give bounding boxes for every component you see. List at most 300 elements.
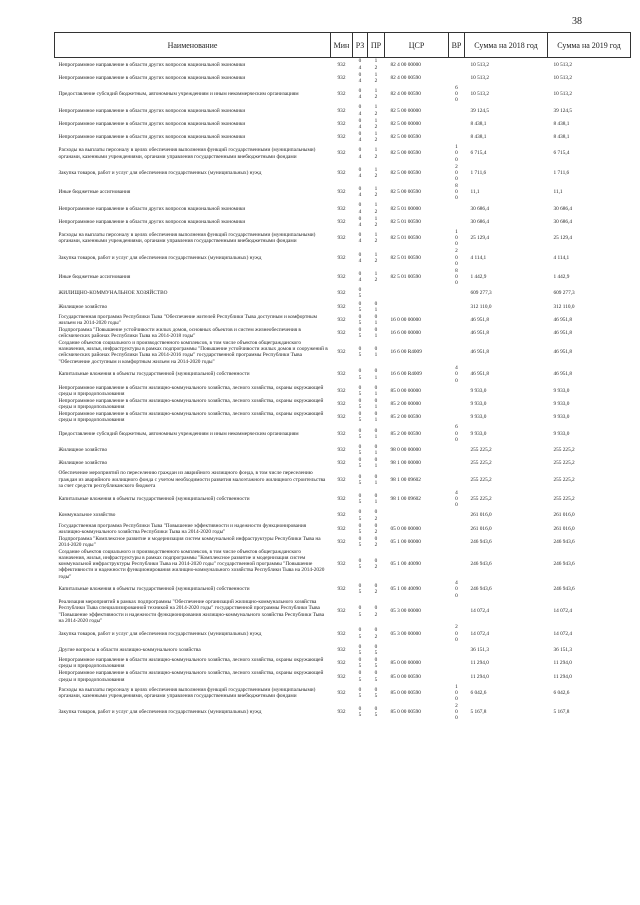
row-rz: 0 4 bbox=[358, 131, 362, 144]
table-row bbox=[55, 535, 631, 548]
row-sum-2018: 9 933,0 bbox=[470, 387, 487, 394]
row-sum-2019: 246 943,6 bbox=[553, 539, 575, 545]
row-min: 932 bbox=[337, 539, 346, 545]
row-sum-2019: 25 129,4 bbox=[553, 235, 573, 242]
row-pr: 1 2 bbox=[374, 215, 378, 228]
row-min: 932 bbox=[337, 496, 346, 503]
row-name: Непрограммное направление в области других вопросов национальной экономики bbox=[58, 218, 246, 225]
row-name: Жилищное хозяйство bbox=[58, 460, 108, 467]
row-min: 932 bbox=[337, 218, 346, 225]
row-sum-2019: 261 016,0 bbox=[553, 525, 575, 532]
row-sum-2018: 11 294,0 bbox=[470, 673, 489, 680]
row-csr: 05 1 00 40090 bbox=[390, 586, 421, 593]
row-rz: 0 5 bbox=[358, 427, 362, 440]
row-pr: 0 2 bbox=[374, 535, 378, 549]
row-sum-2018: 10 513,2 bbox=[470, 74, 490, 81]
row-sum-2019: 39 124,5 bbox=[553, 107, 573, 114]
table-row bbox=[55, 443, 631, 456]
budget-table bbox=[54, 32, 631, 722]
row-vr: 4 0 0 bbox=[455, 580, 458, 599]
row-rz: 0 5 bbox=[358, 522, 362, 535]
row-vr bbox=[449, 287, 465, 300]
row-name: Подпрограмма "Повышение устойчивости жилых домов, основных объектов и систем жизнеобеспечения в сейсмических районах Республики Тыва на 2014-2018 годы" bbox=[58, 327, 301, 340]
row-sum-2019: 255 225,2 bbox=[553, 496, 575, 503]
row-pr: 0 1 bbox=[374, 368, 378, 381]
row-vr: 1 0 0 bbox=[455, 683, 458, 703]
row-vr bbox=[449, 313, 465, 326]
row-name: Непрограммное направление в области жилищно-коммунального хозяйства, лесного хозяйства, охраны окружающей среды и природопользования bbox=[58, 657, 324, 670]
row-csr bbox=[385, 300, 449, 313]
row-vr bbox=[449, 599, 465, 624]
row-csr: 82 5 01 00590 bbox=[390, 218, 421, 225]
row-sum-2019: 46 951,8 bbox=[553, 330, 573, 337]
row-rz: 0 5 bbox=[358, 411, 362, 424]
table-row bbox=[55, 522, 631, 535]
row-name: Расходы на выплаты персоналу в целях обеспечения выполнения функций государственными (муниципальными) органами, казенными учреждениями, органами управления государственными внебюджетными фондами bbox=[58, 232, 316, 245]
row-rz: 0 5 bbox=[358, 327, 362, 340]
row-min: 932 bbox=[337, 74, 346, 81]
row-sum-2018: 261 016,0 bbox=[470, 525, 492, 532]
row-name: Создание объектов социального и производственного комплексов, в том числе объектов общегражданского назначения, жилья, инфраструктуры в рамках подпрограммы "Повышение устойчивости жилых домов и сооружений в сейсмических районах Республики Тыва на 2014-2016 годы" государственной программы Республики Тыва "Обеспечение доступным и комфортным жильем на 2014-2020 годы" bbox=[58, 340, 328, 365]
row-csr: 98 1 00 09602 bbox=[390, 496, 421, 503]
table-row bbox=[55, 624, 631, 643]
row-csr bbox=[385, 509, 449, 522]
row-sum-2018: 8 438,1 bbox=[470, 134, 487, 141]
row-pr: 0 5 bbox=[374, 670, 378, 683]
row-rz: 0 5 bbox=[358, 535, 362, 549]
row-rz: 0 5 bbox=[358, 643, 362, 656]
row-rz: 0 4 bbox=[358, 71, 362, 84]
row-sum-2019: 246 943,6 bbox=[553, 586, 575, 593]
row-min: 932 bbox=[337, 349, 346, 356]
row-rz: 0 4 bbox=[358, 202, 362, 215]
row-min: 932 bbox=[337, 512, 346, 519]
row-min: 932 bbox=[337, 91, 346, 98]
row-min: 932 bbox=[337, 561, 346, 568]
row-rz: 0 5 bbox=[358, 384, 362, 397]
row-sum-2019: 30 686,4 bbox=[553, 205, 573, 212]
table-row bbox=[55, 703, 631, 722]
row-sum-2018: 246 943,6 bbox=[470, 561, 492, 568]
row-rz: 0 5 bbox=[358, 492, 362, 506]
row-sum-2019: 9 933,0 bbox=[553, 414, 570, 421]
row-vr bbox=[449, 215, 465, 228]
header-pr: ПР bbox=[368, 33, 385, 58]
row-min: 932 bbox=[337, 61, 346, 68]
row-csr: 85 0 00 00590 bbox=[390, 673, 421, 680]
row-pr: 1 2 bbox=[374, 88, 378, 101]
row-sum-2018: 11 294,0 bbox=[470, 660, 489, 667]
row-csr: 82 4 00 00590 bbox=[390, 74, 421, 81]
row-sum-2019: 1 442,9 bbox=[553, 274, 570, 281]
header-sum-2018: Сумма на 2018 год bbox=[465, 33, 548, 58]
row-pr: 0 1 bbox=[374, 327, 378, 340]
row-name: Иные бюджетные ассигнования bbox=[58, 274, 131, 281]
row-name: Жилищное хозяйство bbox=[58, 447, 108, 454]
header-vr: ВР bbox=[449, 33, 465, 58]
table-row bbox=[55, 424, 631, 443]
row-sum-2018: 261 016,0 bbox=[470, 512, 492, 519]
row-vr bbox=[449, 202, 465, 215]
row-min: 932 bbox=[337, 274, 346, 281]
row-sum-2019: 4 114,1 bbox=[553, 254, 570, 261]
row-sum-2019: 14 072,4 bbox=[553, 630, 573, 637]
row-min: 932 bbox=[337, 525, 346, 532]
row-pr: 1 2 bbox=[374, 202, 378, 215]
row-name: Непрограммное направление в области других вопросов национальной экономики bbox=[58, 205, 246, 212]
row-name: Закупка товаров, работ и услуг для обеспечения государственных (муниципальных) нужд bbox=[58, 630, 262, 637]
row-sum-2018: 10 513,2 bbox=[470, 91, 490, 98]
row-vr bbox=[449, 71, 465, 84]
row-sum-2019: 8 438,1 bbox=[553, 134, 570, 141]
row-pr bbox=[368, 287, 385, 300]
row-rz: 0 5 bbox=[358, 558, 362, 571]
row-name: Иные бюджетные ассигнования bbox=[58, 189, 131, 196]
row-sum-2018: 30 686,4 bbox=[470, 218, 490, 225]
table-row bbox=[55, 509, 631, 522]
table-row bbox=[55, 71, 631, 84]
row-sum-2019: 5 167,8 bbox=[553, 709, 570, 716]
row-sum-2018: 246 943,6 bbox=[470, 539, 492, 545]
row-min: 932 bbox=[337, 660, 346, 667]
row-min: 932 bbox=[337, 330, 346, 337]
budget-table-container bbox=[54, 32, 630, 722]
row-rz: 0 5 bbox=[358, 706, 362, 719]
row-pr: 0 5 bbox=[374, 643, 378, 656]
row-vr bbox=[449, 522, 465, 535]
row-vr bbox=[449, 327, 465, 340]
row-name: Капитальные вложения в объекты государственной (муниципальной) собственности bbox=[58, 586, 250, 593]
table-row bbox=[55, 117, 631, 130]
row-sum-2019: 261 016,0 bbox=[553, 512, 575, 519]
row-pr: 0 2 bbox=[374, 583, 378, 596]
row-rz: 0 4 bbox=[358, 186, 362, 199]
row-rz: 0 5 bbox=[358, 583, 362, 596]
row-rz: 0 5 bbox=[358, 368, 362, 381]
row-vr bbox=[449, 117, 465, 130]
row-pr: 0 1 bbox=[374, 473, 378, 486]
row-vr bbox=[449, 443, 465, 456]
table-row bbox=[55, 163, 631, 182]
row-pr: 0 1 bbox=[374, 384, 378, 397]
row-sum-2018: 46 951,8 bbox=[470, 316, 490, 323]
row-sum-2019: 255 225,2 bbox=[553, 447, 575, 454]
table-row bbox=[55, 131, 631, 144]
row-csr: 85 0 00 00590 bbox=[390, 689, 421, 696]
row-pr: 0 1 bbox=[374, 427, 378, 440]
row-pr: 1 2 bbox=[374, 104, 378, 117]
row-pr: 0 1 bbox=[374, 313, 378, 327]
table-row bbox=[55, 340, 631, 365]
row-name: Жилищное хозяйство bbox=[58, 303, 108, 310]
row-sum-2019: 312 110,0 bbox=[553, 303, 575, 310]
row-vr bbox=[449, 535, 465, 548]
row-sum-2018: 46 951,8 bbox=[470, 371, 490, 378]
table-row bbox=[55, 202, 631, 215]
row-csr: 82 5 01 00590 bbox=[390, 254, 421, 261]
table-row bbox=[55, 549, 631, 580]
row-min: 932 bbox=[337, 290, 346, 297]
row-csr: 82 5 01 00000 bbox=[390, 205, 421, 212]
table-row bbox=[55, 183, 631, 202]
row-sum-2019: 36 151,3 bbox=[553, 646, 573, 653]
row-rz: 0 5 bbox=[358, 397, 362, 411]
row-sum-2019: 609 277,3 bbox=[553, 290, 575, 297]
row-csr: 82 5 00 00590 bbox=[390, 189, 421, 196]
row-csr: 05 3 00 00000 bbox=[390, 608, 421, 615]
row-sum-2018: 255 225,2 bbox=[470, 460, 492, 467]
row-sum-2019: 46 951,8 bbox=[553, 371, 573, 378]
row-csr: 85 0 00 00000 bbox=[390, 660, 421, 667]
row-sum-2018: 39 124,5 bbox=[470, 107, 490, 114]
row-sum-2018: 6 715,4 bbox=[470, 150, 487, 157]
row-pr: 1 2 bbox=[374, 270, 378, 284]
row-pr: 0 1 bbox=[374, 457, 378, 470]
row-rz: 0 5 bbox=[358, 346, 362, 359]
table-row bbox=[55, 398, 631, 411]
row-name: Капитальные вложения в объекты государственной (муниципальной) собственности bbox=[58, 496, 250, 503]
row-vr: 2 0 0 bbox=[455, 624, 458, 643]
row-sum-2019: 11 294,0 bbox=[553, 660, 572, 667]
row-name: Непрограммное направление в области других вопросов национальной экономики bbox=[58, 74, 246, 81]
row-csr: 85 2 00 00000 bbox=[390, 401, 421, 408]
row-min: 932 bbox=[337, 150, 346, 157]
header-sum-2019: Сумма на 2019 год bbox=[548, 33, 631, 58]
table-row bbox=[55, 384, 631, 397]
table-row bbox=[55, 144, 631, 163]
row-name: Реализация мероприятий в рамках подпрограммы "Обеспечение организаций жилищно-коммунального хозяйства Республики Тыва специализированной техникой на 2014-2020 годы" государственной программы Республики Тыва "Повышение эффективности и надежности функционирования жилищно-коммунального хозяйства Республики Тыва на 2014-2020 годы" bbox=[58, 599, 325, 624]
row-name: ЖИЛИЩНО-КОММУНАЛЬНОЕ ХОЗЯЙСТВО bbox=[58, 290, 168, 297]
row-rz: 0 5 bbox=[358, 686, 362, 699]
row-rz: 0 4 bbox=[358, 232, 362, 245]
row-rz: 0 4 bbox=[358, 251, 362, 264]
row-name: Другие вопросы в области жилищно-коммунального хозяйства bbox=[58, 646, 201, 653]
row-min: 932 bbox=[337, 630, 346, 637]
row-vr: 8 0 0 bbox=[455, 183, 458, 202]
row-vr: 4 0 0 bbox=[455, 489, 458, 509]
row-pr: 1 2 bbox=[374, 251, 378, 264]
row-sum-2019: 10 513,2 bbox=[553, 91, 573, 98]
row-vr bbox=[449, 670, 465, 683]
row-sum-2019: 255 225,2 bbox=[553, 476, 575, 483]
row-pr: 0 2 bbox=[374, 509, 378, 522]
table-row bbox=[55, 267, 631, 286]
row-csr: 82 5 00 00000 bbox=[390, 120, 421, 127]
row-csr: 05 1 00 00000 bbox=[390, 539, 421, 545]
row-min: 932 bbox=[337, 646, 346, 653]
row-rz: 0 5 bbox=[358, 473, 362, 486]
row-vr: 8 0 0 bbox=[455, 267, 458, 287]
row-csr: 05 1 00 40090 bbox=[390, 561, 421, 568]
row-min: 932 bbox=[337, 401, 346, 408]
row-rz: 0 5 bbox=[358, 670, 362, 683]
row-pr: 0 2 bbox=[374, 558, 378, 571]
table-row bbox=[55, 489, 631, 508]
row-rz: 0 5 bbox=[358, 287, 362, 300]
table-row bbox=[55, 657, 631, 670]
row-min: 932 bbox=[337, 460, 346, 467]
row-sum-2018: 25 129,4 bbox=[470, 235, 490, 242]
row-vr: 2 0 0 bbox=[455, 163, 458, 183]
row-sum-2019: 9 933,0 bbox=[553, 401, 570, 408]
row-name: Закупка товаров, работ и услуг для обеспечения государственных (муниципальных) нужд bbox=[58, 169, 262, 176]
row-sum-2019: 46 951,8 bbox=[553, 316, 573, 323]
table-row bbox=[55, 287, 631, 300]
table-header-row bbox=[55, 33, 631, 58]
row-pr: 1 2 bbox=[374, 117, 378, 130]
row-pr: 1 2 bbox=[374, 58, 378, 71]
table-row bbox=[55, 365, 631, 384]
row-name: Непрограммное направление в области жилищно-коммунального хозяйства, лесного хозяйства, охраны окружающей среды и природопользования bbox=[58, 384, 324, 397]
row-sum-2019: 9 933,0 bbox=[553, 387, 570, 394]
row-pr: 0 2 bbox=[374, 522, 378, 535]
row-pr: 0 2 bbox=[374, 627, 378, 640]
row-csr: 82 4 00 00590 bbox=[390, 91, 421, 98]
row-rz: 0 5 bbox=[358, 300, 362, 313]
row-name: Расходы на выплаты персоналу в целях обеспечения выполнения функций государственными (муниципальными) органами, казенными учреждениями, органами управления государственными внебюджетными фондами bbox=[58, 686, 316, 699]
row-name: Расходы на выплаты персоналу в целях обеспечения выполнения функций государственными (муниципальными) органами, казенными учреждениями, органами управления государственными внебюджетными фондами bbox=[58, 147, 316, 160]
row-pr: 1 2 bbox=[374, 147, 378, 160]
row-name: Непрограммное направление в области жилищно-коммунального хозяйства, лесного хозяйства, охраны окружающей среды и природопользования bbox=[58, 411, 324, 424]
row-pr: 1 2 bbox=[374, 232, 378, 245]
row-sum-2018: 14 072,4 bbox=[470, 630, 490, 637]
row-sum-2019: 8 438,1 bbox=[553, 120, 570, 127]
row-pr: 1 2 bbox=[374, 186, 378, 199]
row-pr: 0 1 bbox=[374, 443, 378, 457]
row-csr: 82 4 00 00000 bbox=[390, 61, 421, 68]
table-row bbox=[55, 683, 631, 702]
row-sum-2018: 36 151,3 bbox=[470, 646, 490, 653]
row-pr: 0 1 bbox=[374, 397, 378, 411]
row-min: 932 bbox=[337, 371, 346, 378]
row-sum-2018: 5 167,8 bbox=[470, 709, 487, 716]
row-csr: 82 5 00 00590 bbox=[390, 169, 421, 176]
row-vr bbox=[449, 131, 465, 144]
row-sum-2019: 10 513,2 bbox=[553, 74, 573, 81]
header-csr: ЦСР bbox=[385, 33, 449, 58]
row-csr bbox=[385, 287, 449, 300]
header-min: Мин bbox=[331, 33, 353, 58]
row-sum-2019: 10 513,2 bbox=[553, 61, 573, 68]
row-sum-2019: 1 711,6 bbox=[553, 169, 570, 176]
row-pr: 0 1 bbox=[374, 346, 378, 359]
row-min: 932 bbox=[337, 476, 346, 483]
row-rz: 0 4 bbox=[358, 88, 362, 101]
row-csr: 16 6 00 R4009 bbox=[390, 371, 422, 378]
table-row bbox=[55, 58, 631, 72]
row-vr: 6 0 0 bbox=[455, 84, 458, 104]
row-rz: 0 5 bbox=[358, 457, 362, 470]
row-csr: 98 1 00 00000 bbox=[390, 460, 421, 467]
row-rz: 0 5 bbox=[358, 657, 362, 670]
row-pr: 0 1 bbox=[374, 300, 378, 313]
row-rz: 0 4 bbox=[358, 166, 362, 179]
row-vr bbox=[449, 384, 465, 397]
row-min: 932 bbox=[337, 447, 346, 454]
row-csr: 85 0 00 00000 bbox=[390, 387, 421, 394]
row-sum-2018: 9 933,0 bbox=[470, 414, 487, 421]
table-row bbox=[55, 457, 631, 470]
row-pr: 0 5 bbox=[374, 657, 378, 670]
header-name: Наименование bbox=[55, 33, 331, 58]
row-rz: 0 5 bbox=[358, 627, 362, 640]
row-sum-2018: 255 225,2 bbox=[470, 496, 492, 503]
row-vr: 1 0 0 bbox=[455, 144, 458, 163]
row-min: 932 bbox=[337, 107, 346, 114]
row-vr: 6 0 0 bbox=[455, 424, 458, 443]
row-min: 932 bbox=[337, 134, 346, 141]
row-name: Непрограммное направление в области жилищно-коммунального хозяйства, лесного хозяйства, охраны окружающей среды и природопользования bbox=[58, 670, 324, 683]
row-vr bbox=[449, 340, 465, 365]
table-row bbox=[55, 229, 631, 248]
row-name: Непрограммное направление в области других вопросов национальной экономики bbox=[58, 134, 246, 141]
row-sum-2018: 6 042,6 bbox=[470, 689, 487, 696]
row-vr bbox=[449, 457, 465, 470]
row-sum-2018: 10 513,2 bbox=[470, 61, 490, 68]
row-min: 932 bbox=[337, 254, 346, 261]
row-sum-2018: 14 072,4 bbox=[470, 608, 490, 615]
row-sum-2018: 46 951,8 bbox=[470, 349, 490, 356]
row-sum-2019: 6 042,6 bbox=[553, 689, 570, 696]
row-min: 932 bbox=[337, 430, 346, 437]
row-vr bbox=[449, 657, 465, 670]
row-csr: 85 2 00 00590 bbox=[390, 414, 421, 421]
row-sum-2018: 1 711,6 bbox=[470, 169, 487, 176]
row-min: 932 bbox=[337, 189, 346, 196]
table-row bbox=[55, 670, 631, 683]
row-sum-2018: 9 933,0 bbox=[470, 401, 487, 408]
row-sum-2018: 8 438,1 bbox=[470, 120, 487, 127]
row-min: 932 bbox=[337, 316, 346, 323]
row-sum-2018: 4 114,1 bbox=[470, 254, 487, 261]
row-name: Подпрограмма "Комплексное развитие и модернизация систем коммунальной инфраструктуры Республики Тыва на 2014-2020 годы" bbox=[58, 535, 321, 549]
row-min: 932 bbox=[337, 169, 346, 176]
row-sum-2018: 9 933,0 bbox=[470, 430, 487, 437]
row-pr: 0 1 bbox=[374, 411, 378, 424]
row-csr: 05 0 00 00000 bbox=[390, 525, 421, 532]
row-sum-2019: 46 951,8 bbox=[553, 349, 573, 356]
row-name: Капитальные вложения в объекты государственной (муниципальной) собственности bbox=[58, 371, 250, 378]
row-name: Предоставление субсидий бюджетным, автономным учреждениям и иным некоммерческим организациям bbox=[58, 430, 299, 437]
row-name: Предоставление субсидий бюджетным, автономным учреждениям и иным некоммерческим организациям bbox=[58, 91, 299, 98]
table-row bbox=[55, 104, 631, 117]
table-row bbox=[55, 85, 631, 104]
row-vr bbox=[449, 104, 465, 117]
row-rz: 0 4 bbox=[358, 215, 362, 228]
row-vr bbox=[449, 411, 465, 424]
row-sum-2018: 255 225,2 bbox=[470, 447, 492, 454]
table-row bbox=[55, 300, 631, 313]
row-pr: 1 2 bbox=[374, 166, 378, 179]
row-sum-2019: 11,1 bbox=[553, 189, 563, 196]
row-sum-2018: 255 225,2 bbox=[470, 476, 492, 483]
row-name: Непрограммное направление в области других вопросов национальной экономики bbox=[58, 61, 246, 68]
row-vr: 2 0 0 bbox=[455, 703, 458, 722]
row-csr: 82 5 01 00590 bbox=[390, 235, 421, 242]
row-name: Государственная программа Республики Тыва "Обеспечение жителей Республики Тыва доступным и комфортным жильем на 2014-2020 годы" bbox=[58, 313, 318, 327]
row-sum-2018: 30 686,4 bbox=[470, 205, 490, 212]
page-number: 38 bbox=[572, 16, 582, 27]
table-row bbox=[55, 599, 631, 624]
row-rz: 0 5 bbox=[358, 605, 362, 618]
row-rz: 0 4 bbox=[358, 270, 362, 284]
row-csr: 85 0 00 00590 bbox=[390, 709, 421, 716]
row-name: Непрограммное направление в области других вопросов национальной экономики bbox=[58, 120, 246, 127]
row-csr: 98 0 00 00000 bbox=[390, 447, 421, 454]
row-sum-2019: 9 933,0 bbox=[553, 430, 570, 437]
row-pr: 1 2 bbox=[374, 71, 378, 84]
row-rz: 0 5 bbox=[358, 443, 362, 457]
